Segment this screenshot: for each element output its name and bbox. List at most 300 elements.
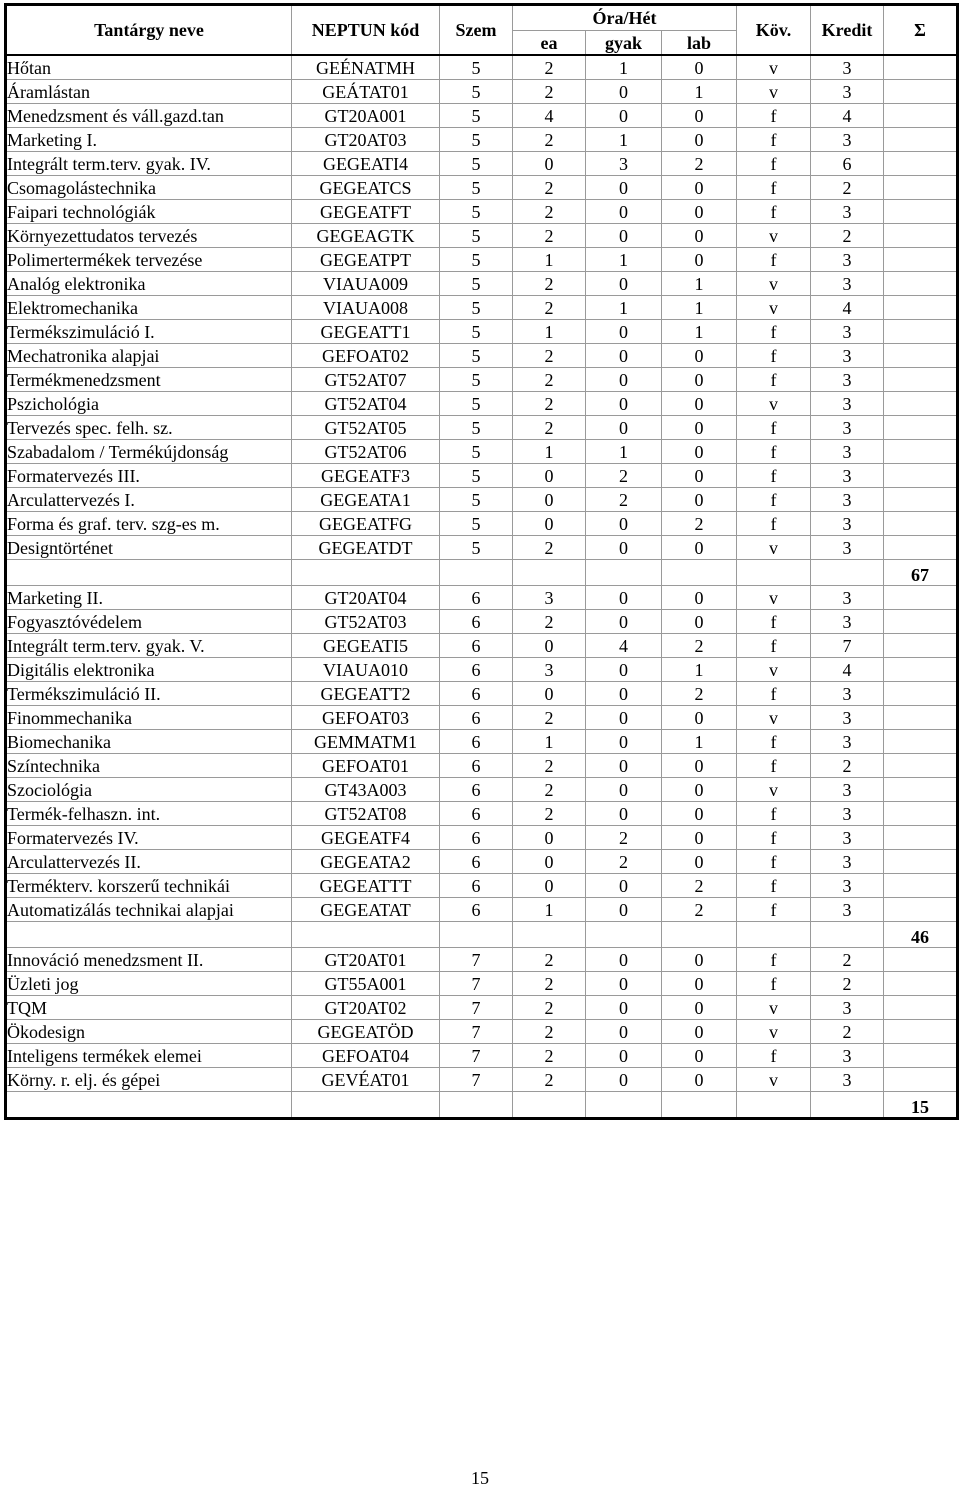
cell-subject-name: Mechatronika alapjai [6,344,292,368]
cell-neptun-code: GEGEATA2 [292,850,440,874]
cell-requirement: f [737,682,811,706]
cell-sum [884,440,958,464]
cell-credit: 3 [811,874,884,898]
cell-practice: 0 [586,320,662,344]
cell-lecture: 2 [513,416,586,440]
cell-practice: 0 [586,272,662,296]
cell-lecture: 2 [513,1044,586,1068]
cell-subject-name: Menedzsment és váll.gazd.tan [6,104,292,128]
cell-subject-name: Környezettudatos tervezés [6,224,292,248]
table-row [6,464,958,488]
cell-lecture: 2 [513,55,586,80]
cell-subject-name: TQM [6,996,292,1020]
cell-semester: 5 [440,104,513,128]
cell-lecture: 2 [513,368,586,392]
cell-subject-name: Szabadalom / Termékújdonság [6,440,292,464]
cell-neptun-code: GT52AT08 [292,802,440,826]
table-row [6,948,958,972]
cell-sum [884,972,958,996]
cell-practice [586,1092,662,1119]
cell-lab: 0 [662,802,737,826]
cell-practice: 0 [586,586,662,610]
header-lab: lab [662,31,737,56]
cell-lab: 0 [662,200,737,224]
cell-lecture: 2 [513,610,586,634]
cell-lecture: 2 [513,128,586,152]
cell-requirement: v [737,272,811,296]
cell-sum [884,512,958,536]
cell-credit [811,560,884,586]
cell-neptun-code: GEGEATFT [292,200,440,224]
table-row [6,850,958,874]
cell-practice: 1 [586,128,662,152]
cell-sum [884,224,958,248]
cell-credit: 3 [811,610,884,634]
cell-lab: 2 [662,874,737,898]
cell-semester [440,922,513,948]
cell-requirement: v [737,536,811,560]
cell-sum [884,248,958,272]
cell-credit: 3 [811,898,884,922]
cell-neptun-code: GEGEATDT [292,536,440,560]
cell-lecture: 2 [513,996,586,1020]
table-row [6,128,958,152]
cell-requirement: f [737,416,811,440]
table-row [6,320,958,344]
cell-practice: 0 [586,392,662,416]
cell-sum [884,1020,958,1044]
cell-semester: 5 [440,200,513,224]
cell-requirement: f [737,972,811,996]
cell-neptun-code: GT52AT04 [292,392,440,416]
cell-practice [586,560,662,586]
cell-lab: 0 [662,55,737,80]
cell-semester: 6 [440,826,513,850]
cell-sum [884,488,958,512]
cell-requirement: v [737,1068,811,1092]
cell-requirement [737,560,811,586]
cell-neptun-code: GEGEAGTK [292,224,440,248]
cell-sum [884,706,958,730]
cell-subject-name: Elektromechanika [6,296,292,320]
cell-semester: 5 [440,80,513,104]
cell-lecture: 1 [513,440,586,464]
cell-sum [884,826,958,850]
header-semester: Szem [440,5,513,56]
cell-practice: 0 [586,536,662,560]
cell-sum [884,104,958,128]
cell-neptun-code: GT43A003 [292,778,440,802]
cell-lecture: 0 [513,850,586,874]
cell-semester: 5 [440,392,513,416]
cell-requirement: v [737,658,811,682]
table-row [6,224,958,248]
cell-subject-name: Körny. r. elj. és gépei [6,1068,292,1092]
cell-lab: 1 [662,320,737,344]
semester-total-row [6,560,958,586]
cell-lab: 1 [662,730,737,754]
cell-requirement: f [737,898,811,922]
cell-lab: 0 [662,948,737,972]
cell-requirement: f [737,850,811,874]
cell-requirement: f [737,152,811,176]
cell-neptun-code [292,922,440,948]
cell-semester: 5 [440,320,513,344]
cell-practice: 0 [586,730,662,754]
cell-lecture: 1 [513,248,586,272]
cell-lecture: 2 [513,948,586,972]
cell-lecture: 2 [513,1068,586,1092]
table-row [6,272,958,296]
cell-lab [662,1092,737,1119]
cell-lab: 0 [662,1020,737,1044]
cell-lab: 0 [662,826,737,850]
cell-subject-name: Üzleti jog [6,972,292,996]
cell-lab: 0 [662,248,737,272]
cell-practice: 0 [586,512,662,536]
cell-requirement: v [737,392,811,416]
cell-lab: 0 [662,1068,737,1092]
cell-lecture: 2 [513,536,586,560]
cell-credit: 2 [811,224,884,248]
cell-lab: 0 [662,224,737,248]
cell-requirement: f [737,1044,811,1068]
cell-neptun-code: GEFOAT04 [292,1044,440,1068]
table-row [6,416,958,440]
cell-practice: 2 [586,488,662,512]
cell-subject-name: Fogyasztóvédelem [6,610,292,634]
cell-semester: 6 [440,850,513,874]
cell-lab: 0 [662,536,737,560]
cell-lab: 2 [662,898,737,922]
semester-total-row [6,922,958,948]
cell-lab: 0 [662,464,737,488]
cell-credit: 3 [811,272,884,296]
cell-subject-name: Termékmenedzsment [6,368,292,392]
cell-credit: 2 [811,1020,884,1044]
cell-semester: 5 [440,55,513,80]
cell-credit: 3 [811,536,884,560]
cell-sum [884,850,958,874]
cell-semester: 5 [440,344,513,368]
cell-semester: 7 [440,996,513,1020]
cell-lecture: 2 [513,80,586,104]
cell-practice: 0 [586,610,662,634]
cell-practice: 4 [586,634,662,658]
cell-practice: 0 [586,368,662,392]
cell-sum [884,296,958,320]
cell-lab: 0 [662,104,737,128]
cell-subject-name: Automatizálás technikai alapjai [6,898,292,922]
cell-credit: 3 [811,344,884,368]
table-row [6,440,958,464]
cell-practice: 0 [586,898,662,922]
cell-sum [884,874,958,898]
cell-credit: 3 [811,996,884,1020]
cell-sum [884,730,958,754]
cell-credit: 3 [811,80,884,104]
cell-neptun-code: GEGEATÖD [292,1020,440,1044]
cell-subject-name: Arculattervezés II. [6,850,292,874]
cell-lab: 2 [662,152,737,176]
table-row [6,778,958,802]
cell-lecture: 0 [513,464,586,488]
cell-subject-name: Designtörténet [6,536,292,560]
cell-sum [884,898,958,922]
cell-lecture: 2 [513,200,586,224]
cell-lecture: 2 [513,224,586,248]
cell-lecture: 2 [513,778,586,802]
cell-neptun-code: GT20AT01 [292,948,440,972]
cell-lab: 1 [662,296,737,320]
cell-subject-name: Pszichológia [6,392,292,416]
cell-sum [884,392,958,416]
cell-semester: 7 [440,1068,513,1092]
cell-practice: 0 [586,802,662,826]
semester-total-row [6,1092,958,1119]
cell-credit: 3 [811,320,884,344]
cell-subject-name: Termék-felhaszn. int. [6,802,292,826]
cell-neptun-code: VIAUA009 [292,272,440,296]
cell-requirement: f [737,368,811,392]
cell-credit: 2 [811,948,884,972]
cell-neptun-code: GEFOAT02 [292,344,440,368]
cell-practice: 0 [586,754,662,778]
cell-lab: 0 [662,996,737,1020]
cell-credit: 3 [811,802,884,826]
cell-semester: 6 [440,802,513,826]
cell-lecture: 0 [513,874,586,898]
cell-neptun-code: GEGEATPT [292,248,440,272]
cell-subject-name: Inteligens termékek elemei [6,1044,292,1068]
cell-lecture [513,560,586,586]
cell-lecture: 2 [513,392,586,416]
cell-neptun-code: GT52AT06 [292,440,440,464]
cell-practice: 0 [586,200,662,224]
table-row [6,296,958,320]
cell-sum [884,536,958,560]
cell-semester: 6 [440,754,513,778]
cell-neptun-code: GEGEATT1 [292,320,440,344]
table-row [6,248,958,272]
cell-subject-name [6,922,292,948]
table-row [6,512,958,536]
cell-sum [884,754,958,778]
cell-lecture: 0 [513,488,586,512]
cell-requirement: f [737,754,811,778]
cell-neptun-code: GEGEATCS [292,176,440,200]
cell-practice: 0 [586,682,662,706]
cell-neptun-code: GT52AT07 [292,368,440,392]
cell-sum [884,416,958,440]
cell-subject-name: Tervezés spec. felh. sz. [6,416,292,440]
cell-lecture: 2 [513,754,586,778]
cell-requirement: f [737,512,811,536]
cell-semester: 5 [440,224,513,248]
cell-practice: 0 [586,972,662,996]
cell-credit: 3 [811,464,884,488]
table-row [6,104,958,128]
cell-neptun-code: GEGEATI4 [292,152,440,176]
cell-subject-name: Analóg elektronika [6,272,292,296]
cell-subject-name: Integrált term.terv. gyak. V. [6,634,292,658]
cell-requirement: v [737,1020,811,1044]
cell-requirement: v [737,224,811,248]
cell-sum [884,152,958,176]
cell-subject-name: Marketing II. [6,586,292,610]
cell-requirement: f [737,948,811,972]
cell-neptun-code: GEGEATA1 [292,488,440,512]
cell-credit: 3 [811,416,884,440]
cell-lab: 0 [662,368,737,392]
cell-semester: 6 [440,706,513,730]
course-table [4,3,959,1120]
cell-neptun-code: GEGEATTT [292,874,440,898]
cell-lab: 0 [662,128,737,152]
cell-lab: 0 [662,344,737,368]
cell-semester: 5 [440,416,513,440]
cell-requirement: v [737,80,811,104]
cell-requirement: v [737,996,811,1020]
cell-lab: 0 [662,610,737,634]
cell-sum [884,368,958,392]
cell-lab: 0 [662,972,737,996]
cell-neptun-code: GEGEATF4 [292,826,440,850]
cell-lecture: 3 [513,658,586,682]
cell-neptun-code: GEGEATAT [292,898,440,922]
cell-sum [884,200,958,224]
cell-requirement: f [737,730,811,754]
cell-credit: 3 [811,248,884,272]
cell-practice: 0 [586,176,662,200]
cell-lecture: 3 [513,586,586,610]
cell-lecture: 0 [513,634,586,658]
cell-credit: 2 [811,972,884,996]
table-row [6,586,958,610]
header-requirement: Köv. [737,5,811,56]
table-row [6,996,958,1020]
cell-neptun-code: GT52AT03 [292,610,440,634]
cell-requirement: f [737,488,811,512]
cell-sum [884,272,958,296]
cell-subject-name: Marketing I. [6,128,292,152]
cell-neptun-code: GEGEATF3 [292,464,440,488]
cell-lab: 0 [662,850,737,874]
cell-sum [884,1068,958,1092]
table-row [6,874,958,898]
cell-neptun-code: GEMMATM1 [292,730,440,754]
cell-semester: 5 [440,536,513,560]
cell-neptun-code: GT52AT05 [292,416,440,440]
cell-lecture: 1 [513,898,586,922]
cell-lecture: 2 [513,272,586,296]
cell-semester: 6 [440,586,513,610]
cell-practice: 0 [586,706,662,730]
cell-lab: 1 [662,658,737,682]
cell-subject-name [6,1092,292,1119]
cell-neptun-code: GT20A001 [292,104,440,128]
cell-lab: 0 [662,706,737,730]
cell-practice: 3 [586,152,662,176]
cell-lecture: 4 [513,104,586,128]
table-row [6,55,958,80]
cell-neptun-code: GEGEATI5 [292,634,440,658]
cell-subject-name [6,560,292,586]
cell-semester [440,560,513,586]
table-row [6,730,958,754]
cell-practice: 1 [586,440,662,464]
cell-semester: 5 [440,512,513,536]
cell-subject-name: Innováció menedzsment II. [6,948,292,972]
cell-subject-name: Faipari technológiák [6,200,292,224]
cell-lab: 0 [662,176,737,200]
cell-practice: 0 [586,1068,662,1092]
cell-practice: 0 [586,416,662,440]
cell-subject-name: Arculattervezés I. [6,488,292,512]
table-row [6,176,958,200]
cell-lecture: 2 [513,972,586,996]
table-row [6,344,958,368]
cell-semester: 7 [440,948,513,972]
cell-semester: 7 [440,1044,513,1068]
table-row [6,536,958,560]
cell-requirement: v [737,778,811,802]
cell-lecture: 2 [513,296,586,320]
cell-practice: 0 [586,1020,662,1044]
cell-practice: 0 [586,874,662,898]
cell-practice: 0 [586,658,662,682]
cell-semester: 5 [440,248,513,272]
table-row [6,368,958,392]
cell-sum [884,128,958,152]
cell-neptun-code: GEFOAT01 [292,754,440,778]
cell-credit: 3 [811,512,884,536]
cell-subject-name: Szociológia [6,778,292,802]
cell-subject-name: Integrált term.terv. gyak. IV. [6,152,292,176]
cell-practice: 0 [586,948,662,972]
cell-practice: 2 [586,826,662,850]
cell-semester: 6 [440,658,513,682]
cell-semester: 5 [440,272,513,296]
cell-lecture: 2 [513,176,586,200]
cell-credit: 3 [811,1068,884,1092]
table-row [6,152,958,176]
table-row [6,754,958,778]
cell-semester: 5 [440,464,513,488]
cell-credit: 3 [811,778,884,802]
cell-subject-name: Termékszimuláció II. [6,682,292,706]
cell-requirement: f [737,874,811,898]
cell-lab: 0 [662,440,737,464]
cell-credit: 3 [811,392,884,416]
cell-practice: 2 [586,850,662,874]
cell-practice: 0 [586,224,662,248]
cell-lecture: 0 [513,512,586,536]
cell-semester: 5 [440,488,513,512]
cell-practice: 0 [586,996,662,1020]
table-row [6,826,958,850]
cell-practice: 1 [586,55,662,80]
cell-credit: 3 [811,440,884,464]
cell-lecture: 0 [513,682,586,706]
cell-semester: 6 [440,634,513,658]
cell-requirement: v [737,296,811,320]
cell-credit: 3 [811,488,884,512]
cell-neptun-code: GEGEATT2 [292,682,440,706]
cell-requirement: f [737,344,811,368]
cell-lab: 2 [662,634,737,658]
cell-requirement [737,922,811,948]
